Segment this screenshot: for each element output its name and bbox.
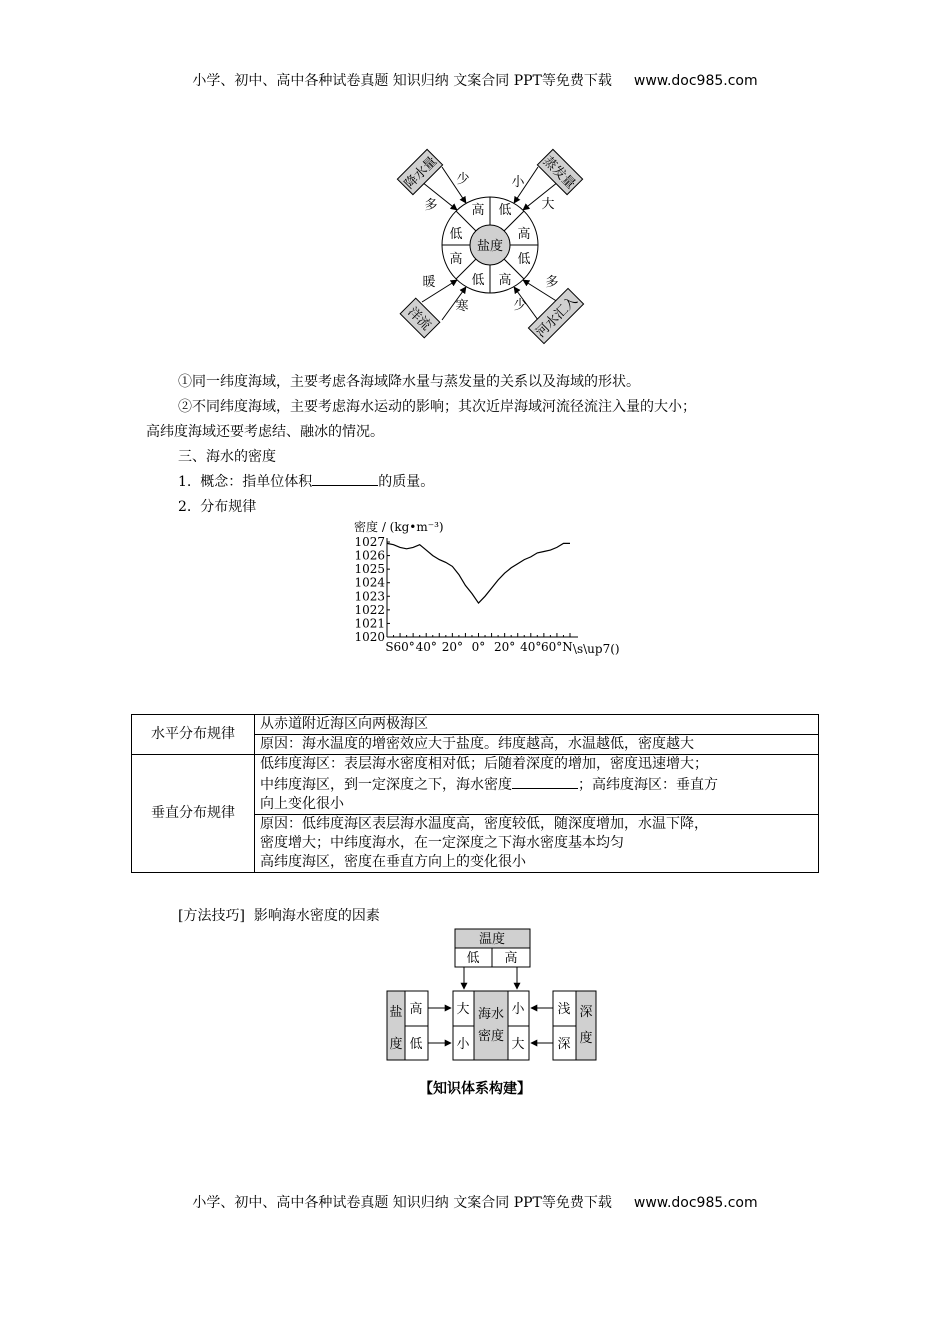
- temp-box: 温度: [478, 932, 506, 947]
- item-1-text-b: 的质量。: [378, 474, 435, 490]
- vertical-pattern-line-2: [260, 774, 813, 795]
- item-1-number: 1.: [178, 474, 192, 490]
- depth-shallow: 浅: [557, 1002, 571, 1017]
- knowledge-title: 【知识体系构建】: [419, 1081, 531, 1097]
- vertical-pattern-text-b: ；高纬度海区：垂直方: [578, 777, 718, 793]
- label-e-small: 小: [511, 175, 525, 190]
- method-label: [方法技巧]: [178, 908, 245, 924]
- vertical-reason-line-1: 原因：低纬度海区表层海水温度高，密度较低，随深度增加，水温下降，: [260, 816, 708, 832]
- horizontal-pattern: 从赤道附近海区向两极海区: [255, 715, 819, 735]
- y-tick-label: 1025: [354, 562, 385, 577]
- x-tick-label: 60°N: [541, 640, 573, 654]
- section-title: 三、海水的密度: [178, 449, 276, 465]
- label-p-less: 少: [456, 172, 470, 187]
- y-tick-label: 1021: [354, 616, 385, 631]
- ring-left-high: 高: [449, 252, 463, 267]
- ring-top-low: 低: [498, 203, 512, 218]
- label-r-less: 少: [513, 298, 527, 313]
- note-paragraph-2b: 高纬度海域还要考虑结、融冰的情况。: [146, 424, 384, 440]
- x-tick-label: 20°: [494, 640, 516, 654]
- temp-high: 高: [504, 951, 518, 966]
- note-paragraph-1: ①同一纬度海域，主要考虑各海域降水量与蒸发量的关系以及海域的形状。: [178, 374, 640, 390]
- depth-box-char-2: 度: [579, 1031, 593, 1046]
- label-r-more: 多: [545, 275, 559, 290]
- x-tick-label: 40°: [415, 640, 437, 654]
- label-p-more: 多: [424, 198, 438, 213]
- vertical-pattern-line-3: 向上变化很小: [260, 796, 344, 812]
- density-factors-diagram: [380, 925, 610, 1065]
- evaporation-box: 蒸发量: [539, 153, 579, 193]
- ring-left-low: 低: [449, 227, 463, 242]
- y-tick-label: 1023: [354, 589, 385, 604]
- density-chart: [340, 515, 640, 665]
- item-1: [178, 471, 434, 491]
- vertical-reason-line-3: 高纬度海区，密度在垂直方向上的变化很小: [260, 854, 526, 870]
- temp-low: 低: [466, 951, 480, 966]
- ring-bottom-high: 高: [498, 273, 512, 288]
- x-tick-label: 0°: [471, 640, 486, 654]
- precipitation-box: 降水量: [401, 153, 441, 193]
- center-line-1: 海水: [477, 1007, 505, 1022]
- salinity-diagram: [390, 145, 600, 350]
- vertical-reason-line-2: 密度增大；中纬度海水，在一定深度之下海水密度基本均匀: [260, 835, 624, 851]
- center-line-2: 密度: [477, 1029, 505, 1044]
- table-row: [132, 755, 819, 815]
- answer-blank[interactable]: [312, 471, 378, 486]
- ring-right-high: 高: [517, 227, 531, 242]
- vertical-pattern-text: 中纬度海区，到一定深度之下，海水密度: [260, 777, 512, 793]
- header-text: 小学、初中、高中各种试卷真题 知识归纳 文案合同 PPT等免费下载: [192, 73, 612, 89]
- y-tick-label: 1020: [354, 630, 385, 644]
- river-box: 河水汇入: [533, 293, 581, 341]
- depth-box-char-1: 深: [579, 1005, 593, 1020]
- note-paragraph-2a: ②不同纬度海域，主要考虑海水运动的影响；其次近岸海域河流径流注入量的大小；: [178, 399, 696, 415]
- density-big-right: 大: [511, 1037, 525, 1052]
- vertical-pattern: [255, 755, 819, 815]
- y-axis-label: 密度 / (kg•m⁻³): [354, 520, 444, 534]
- salinity-box-char-1: 盐: [389, 1005, 403, 1020]
- item-2-text: 分布规律: [200, 499, 257, 515]
- y-tick-label: 1024: [354, 575, 385, 590]
- table-row: [132, 715, 819, 735]
- ring-right-low: 低: [517, 252, 531, 267]
- density-small: 小: [456, 1037, 470, 1052]
- row-label-horizontal: 水平分布规律: [132, 715, 255, 755]
- vertical-pattern-line-1: 低纬度海区：表层海水密度相对低；后随着深度的增加，密度迅速增大；: [260, 756, 708, 772]
- ring-top-high: 高: [471, 203, 485, 218]
- y-tick-label: 1022: [354, 602, 385, 617]
- density-small-right: 小: [511, 1002, 525, 1017]
- horizontal-reason: 原因：海水温度的增密效应大于盐度。纬度越高，水温越低，密度越大: [255, 735, 819, 755]
- footer-url[interactable]: www.doc985.com: [633, 1195, 758, 1211]
- y-tick-label: 1027: [354, 535, 385, 549]
- y-tick-label: 1026: [354, 548, 385, 563]
- label-c-warm: 暖: [422, 275, 436, 290]
- trailing-text: \s\up7(): [572, 642, 620, 656]
- x-tick-label: 40°: [520, 640, 542, 654]
- distribution-table: [131, 714, 819, 873]
- density-big: 大: [456, 1002, 470, 1017]
- item-2: [178, 496, 256, 516]
- x-tick-label: 20°: [441, 640, 463, 654]
- item-1-text-a: 概念：指单位体积: [200, 474, 313, 490]
- ring-bottom-low: 低: [471, 273, 485, 288]
- method-tip: [178, 905, 380, 925]
- method-title: 影响海水密度的因素: [253, 908, 380, 924]
- salinity-box-char-2: 度: [389, 1037, 403, 1052]
- sal-high: 高: [409, 1002, 423, 1017]
- depth-deep: 深: [557, 1037, 571, 1052]
- header-url[interactable]: www.doc985.com: [633, 73, 758, 89]
- item-2-number: 2.: [178, 499, 192, 515]
- footer-text: 小学、初中、高中各种试卷真题 知识归纳 文案合同 PPT等免费下载: [192, 1195, 612, 1211]
- x-tick-label: S60°: [385, 640, 415, 654]
- label-e-large: 大: [541, 197, 555, 212]
- page-header: [0, 70, 950, 90]
- row-label-vertical: 垂直分布规律: [132, 755, 255, 873]
- sal-low: 低: [409, 1037, 423, 1052]
- answer-blank[interactable]: [512, 774, 578, 789]
- vertical-reason: [255, 815, 819, 873]
- page-footer: [0, 1192, 950, 1212]
- current-box: 洋流: [404, 304, 434, 334]
- center-label: 盐度: [476, 239, 504, 254]
- density-series-line: [387, 543, 570, 603]
- label-c-cold: 寒: [455, 299, 469, 314]
